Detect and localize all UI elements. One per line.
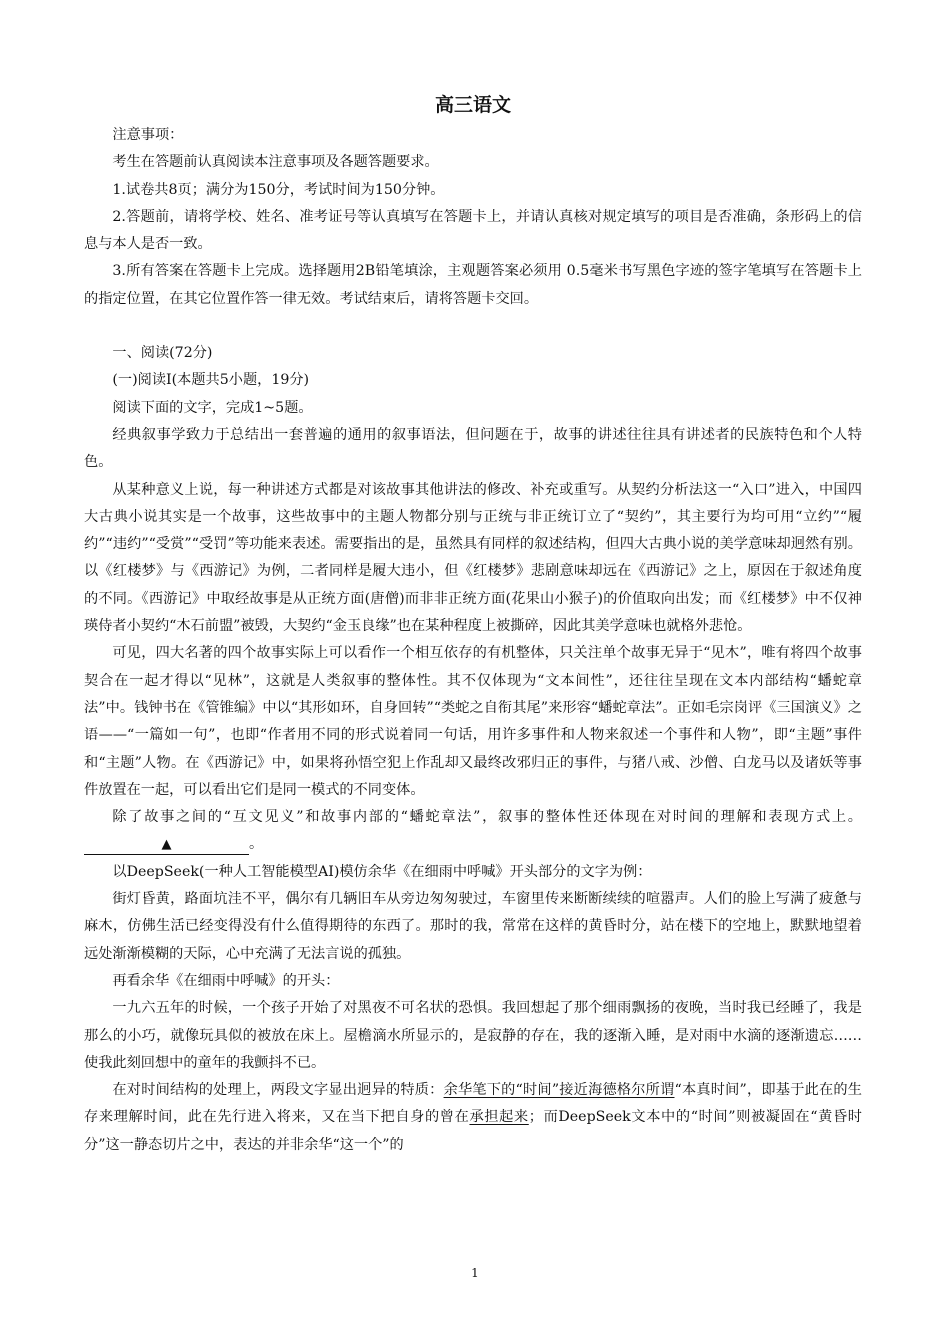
notice-item-2: 2.答题前，请将学校、姓名、准考证号等认真填写在答题卡上，并请认真核对规定填写的项目是否准确，条形码上的信息与本人是否一致。 — [84, 208, 862, 253]
page-title: 高三语文 — [434, 94, 511, 116]
spacer — [84, 313, 862, 340]
passage-paragraph-2: 从某种意义上说，每一种讲述方式都是对该故事其他讲法的修改、补充或重写。从契约分析法这一“入口”进入，中国四大古典小说其实是一个故事，这些故事中的主题人物都分别与正统与非正统订立了“契约”，其主要行为均可用“立约”“履约”“违约”“受赏”“受罚”等功能来表述。需要指出的是，虽然具有同样的叙述结构，但四大古典小说的美学意味却迥然有别。以《红楼梦》与《西游记》为例，二者同样是履大违小，但《红楼梦》悲剧意味却远在《西游记》之上，原因在于叙述角度的不同。《西游记》中取经故事是从正统方面(唐僧)而非非正统方面(花果山小猴子)的价值取向出发；而《红楼梦》中不仅神瑛侍者小契约“木石前盟”被毁，大契约“金玉良缘”也在某种程度上被撕碎，因此其美学意味也就格外悲怆。 — [84, 481, 862, 635]
answer-blank — [84, 836, 249, 855]
section-subheading: (一)阅读Ⅰ(本题共5小题，19分) — [112, 372, 310, 389]
paragraph-4-end: 。 — [249, 836, 264, 853]
section-instruction: 阅读下面的文字，完成1~5题。 — [112, 399, 313, 416]
exam-page — [84, 88, 862, 1159]
passage-paragraph-7: 再看余华《在细雨中呼喊》的开头： — [112, 972, 340, 989]
passage-paragraph-5: 以DeepSeek(一种人工智能模型AI)模仿余华《在细雨中呼喊》开头部分的文字为例： — [112, 863, 652, 880]
paragraph-9-text-c: ；而DeepSeek文本中的“时间”则被凝固在“黄昏时分”这一静态切片之中，表达的并非余华“这一个”的 — [84, 1109, 862, 1153]
notice-heading: 注意事项： — [112, 127, 184, 143]
passage-paragraph-4 — [84, 804, 862, 859]
quoted-yuhua-text: 一九六五年的时候，一个孩子开始了对黑夜不可名状的恐惧。我回想起了那个细雨飘扬的夜晚，当时我已经睡了，我是那么的小巧，就像玩具似的被放在床上。屋檐滴水所显示的，是寂静的存在，我的逐渐入睡，是对雨中水滴的逐渐遗忘……使我此刻回想中的童年的我颤抖不已。 — [84, 1000, 862, 1071]
paragraph-9-text-a: 在对时间结构的处理上，两段文字显出迥异的特质： — [112, 1082, 444, 1099]
section-heading: 一、阅读(72分) — [112, 345, 213, 362]
underlined-phrase-1: 余华笔下的“时间”接近海德格尔所谓 — [443, 1082, 675, 1099]
passage-paragraph-1: 经典叙事学致力于总结出一套普遍的通用的叙事语法，但问题在于，故事的讲述往往具有讲述者的民族特色和个人特色。 — [84, 426, 862, 471]
passage-paragraph-9 — [84, 1077, 862, 1159]
paragraph-4-text: 除了故事之间的“互文见义”和故事内部的“蟠蛇章法”，叙事的整体性还体现在对时间的理解和表现方式上。 — [112, 809, 862, 826]
passage-paragraph-3: 可见，四大名著的四个故事实际上可以看作一个相互依存的有机整体，只关注单个故事无异于“见木”，唯有将四个故事契合在一起才得以“见林”，这就是人类叙事的整体性。其不仅体现为“文本间性”，还往往呈现在文本内部结构“蟠蛇章法”中。钱钟书在《管锥编》中以“其形如环，自身回转”“类蛇之自衔其尾”来形容“蟠蛇章法”。正如毛宗岗评《三国演义》之语——“一篇如一句”，也即“作者用不同的形式说着同一句话，用许多事件和人物来叙述一个事件和人物”，即“主题”事件和“主题”人物。在《西游记》中，如果将孙悟空犯上作乱却又最终改邪归正的事件，与猪八戒、沙僧、白龙马以及诸妖等事件放置在一起，可以看出它们是同一模式的不同变体。 — [84, 645, 862, 798]
notice-item-3: 3.所有答案在答题卡上完成。选择题用2B铅笔填涂，主观题答案必须用 0.5毫米书写黑色字迹的签字笔填写在答题卡上的指定位置，在其它位置作答一律无效。考试结束后，请将答题卡交回。 — [84, 263, 862, 307]
quoted-ai-text: 街灯昏黄，路面坑洼不平，偶尔有几辆旧车从旁边匆匆驶过，车窗里传来断断续续的喧嚣声。人们的脸上写满了疲惫与麻木，仿佛生活已经变得没有什么值得期待的东西了。那时的我，常常在这样的黄昏时分，站在楼下的空地上，默默地望着远处渐渐模糊的天际，心中充满了无法言说的孤独。 — [84, 891, 862, 962]
page-number: 1 — [471, 1266, 479, 1280]
triangle-icon: ▲ — [161, 837, 172, 853]
notice-intro: 考生在答题前认真阅读本注意事项及各题答题要求。 — [112, 154, 439, 171]
paragraph-9-text-b: “本真时间”，即基于此在的生存来理解时间，此在先行进入将来，又在当下把自身的曾在 — [84, 1082, 862, 1126]
notice-item-1: 1.试卷共8页；满分为150分，考试时间为150分钟。 — [112, 181, 445, 198]
underlined-phrase-2: 承担起来 — [469, 1109, 529, 1126]
